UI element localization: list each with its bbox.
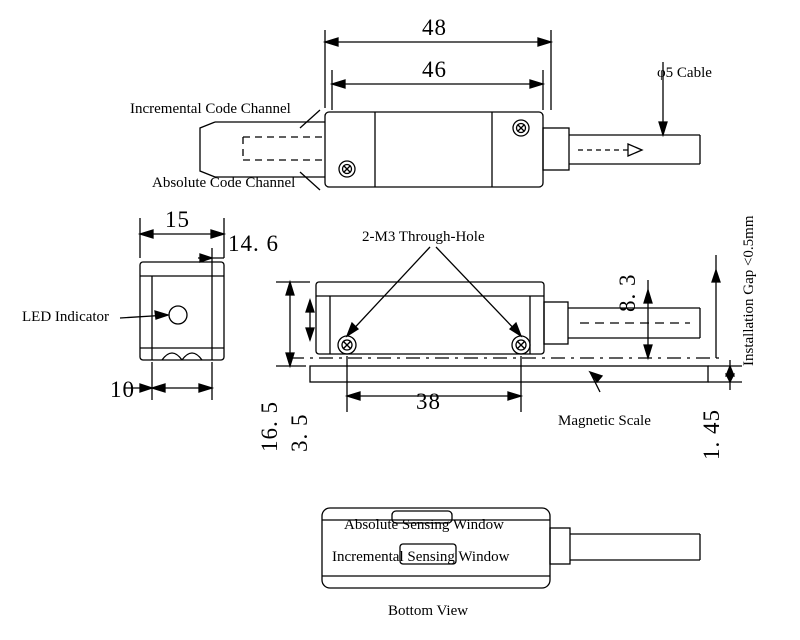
code-channel-band: [200, 122, 325, 177]
led-indicator-label: LED Indicator: [22, 309, 110, 325]
through-hole-leaders: [347, 247, 521, 336]
dim-label-48: 48: [422, 15, 447, 40]
incremental-code-channel-label: Incremental Code Channel: [130, 101, 291, 117]
dim-1-45: [708, 360, 742, 390]
incremental-leader: [300, 110, 320, 128]
dim-label-38: 38: [416, 389, 441, 414]
dim-label-3-5: 3. 5: [287, 413, 312, 452]
magnetic-scale-bar: [310, 366, 708, 382]
dim-label-16-5: 16. 5: [257, 401, 282, 452]
top-view-cable: [543, 128, 700, 170]
absolute-leader: [300, 172, 320, 190]
dim-10: [124, 362, 212, 400]
code-channel-dashes: [243, 137, 325, 160]
through-hole-label: 2-M3 Through-Hole: [362, 229, 485, 245]
magnetic-scale-label: Magnetic Scale: [558, 413, 651, 429]
dim-install-gap: [712, 255, 720, 358]
dim-16-5: [276, 282, 310, 366]
cable-label: φ5 Cable: [657, 65, 712, 81]
bottom-view-label: Bottom View: [388, 603, 469, 619]
dim-3-5: [306, 300, 314, 340]
dim-label-15: 15: [165, 207, 190, 232]
dim-label-1-45: 1. 45: [699, 409, 724, 460]
top-view-body: [325, 112, 543, 187]
dim-label-14-6: 14. 6: [228, 231, 279, 256]
dim-label-8-3: 8. 3: [615, 273, 640, 312]
dim-8-3: [644, 280, 652, 358]
absolute-code-channel-label: Absolute Code Channel: [152, 175, 296, 191]
dim-label-10: 10: [110, 377, 135, 402]
incremental-sensing-window-label: Incremental Sensing Window: [332, 549, 510, 565]
dim-label-46: 46: [422, 57, 447, 82]
left-view-body: [140, 262, 224, 360]
top-view-screws: [339, 120, 529, 177]
absolute-sensing-window-label: Absolute Sensing Window: [344, 517, 504, 533]
front-view-body: [316, 282, 700, 354]
installation-gap-label: Installation Gap <0.5mm: [741, 215, 757, 366]
led-circle: [169, 306, 187, 324]
